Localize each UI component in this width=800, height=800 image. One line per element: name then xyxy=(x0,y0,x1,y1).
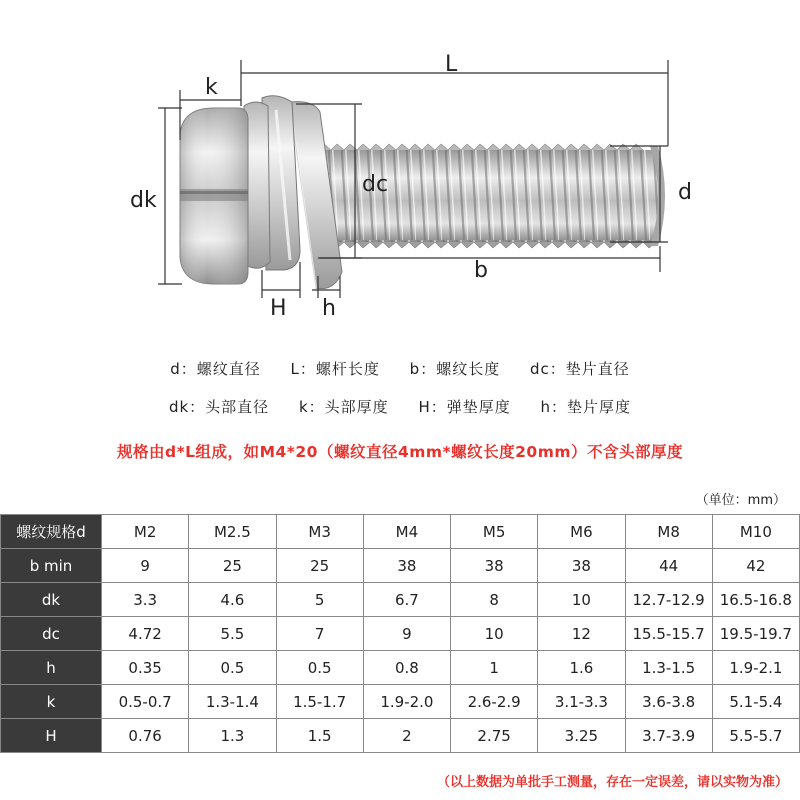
table-cell: 9 xyxy=(102,549,189,583)
legend-item-dc: dc：垫片直径 xyxy=(529,360,630,378)
table-row xyxy=(1,719,800,753)
table-cell: 1 xyxy=(451,651,538,685)
table-cell: 10 xyxy=(451,617,538,651)
table-cell: 8 xyxy=(451,583,538,617)
table-column-header: M2 xyxy=(102,515,189,549)
table-row-label: b min xyxy=(1,549,102,583)
table-cell: 3.3 xyxy=(102,583,189,617)
table-row-label: k xyxy=(1,685,102,719)
table-column-header: M2.5 xyxy=(189,515,276,549)
table-cell: 0.35 xyxy=(102,651,189,685)
table-cell: 0.8 xyxy=(363,651,450,685)
table-cell: 3.6-3.8 xyxy=(625,685,712,719)
screw-diagram xyxy=(0,0,800,340)
table-cell: 12.7-12.9 xyxy=(625,583,712,617)
table-row-label: dc xyxy=(1,617,102,651)
table-row-label: h xyxy=(1,651,102,685)
table-column-header: M6 xyxy=(538,515,625,549)
table-cell: 4.6 xyxy=(189,583,276,617)
table-cell: 2 xyxy=(363,719,450,753)
table-cell: 12 xyxy=(538,617,625,651)
label-L: L xyxy=(445,52,458,77)
legend-item-k: k：头部厚度 xyxy=(298,398,389,416)
table-row-label: dk xyxy=(1,583,102,617)
label-k: k xyxy=(205,75,218,100)
table-column-header: M8 xyxy=(625,515,712,549)
label-h: h xyxy=(322,296,336,321)
table-cell: 1.9-2.0 xyxy=(363,685,450,719)
legend-item-L: L：螺杆长度 xyxy=(290,360,380,378)
label-dk: dk xyxy=(130,188,157,213)
table-cell: 3.7-3.9 xyxy=(625,719,712,753)
table-header-row xyxy=(1,515,800,549)
table-cell: 0.5 xyxy=(189,651,276,685)
table-column-header: M3 xyxy=(276,515,363,549)
table-cell: 2.6-2.9 xyxy=(451,685,538,719)
table-cell: 5.1-5.4 xyxy=(712,685,799,719)
table-row-label: H xyxy=(1,719,102,753)
table-cell: 1.9-2.1 xyxy=(712,651,799,685)
table-cell: 1.3 xyxy=(189,719,276,753)
table-column-header: M10 xyxy=(712,515,799,549)
table-cell: 44 xyxy=(625,549,712,583)
table-row-label: 螺纹规格d xyxy=(1,515,102,549)
legend-row-1 xyxy=(0,358,800,379)
table-row xyxy=(1,651,800,685)
table-cell: 9 xyxy=(363,617,450,651)
spec-table xyxy=(0,514,800,753)
legend-item-dk: dk：头部直径 xyxy=(168,398,270,416)
table-cell: 25 xyxy=(276,549,363,583)
table-row xyxy=(1,583,800,617)
table-cell: 42 xyxy=(712,549,799,583)
legend-item-h: h：垫片厚度 xyxy=(540,398,632,416)
table-cell: 0.5-0.7 xyxy=(102,685,189,719)
table-cell: 5.5 xyxy=(189,617,276,651)
unit-label: （单位：mm） xyxy=(695,493,786,508)
legend-row-2 xyxy=(0,396,800,417)
table-cell: 38 xyxy=(363,549,450,583)
table-cell: 4.72 xyxy=(102,617,189,651)
table-cell: 0.76 xyxy=(102,719,189,753)
table-cell: 38 xyxy=(538,549,625,583)
table-cell: 1.3-1.4 xyxy=(189,685,276,719)
table-row xyxy=(1,685,800,719)
spec-note: 规格由d*L组成，如M4*20（螺纹直径4mm*螺纹长度20mm）不含头部厚度 xyxy=(116,443,684,461)
legend-item-H: H：弹垫厚度 xyxy=(418,398,511,416)
table-row xyxy=(1,617,800,651)
table-cell: 5.5-5.7 xyxy=(712,719,799,753)
table-cell: 5 xyxy=(276,583,363,617)
table-cell: 6.7 xyxy=(363,583,450,617)
table-cell: 1.5-1.7 xyxy=(276,685,363,719)
table-cell: 1.5 xyxy=(276,719,363,753)
table-row xyxy=(1,549,800,583)
table-cell: 19.5-19.7 xyxy=(712,617,799,651)
table-cell: 2.75 xyxy=(451,719,538,753)
table-cell: 10 xyxy=(538,583,625,617)
screw-illustration xyxy=(0,0,800,340)
label-dc: dc xyxy=(362,172,389,197)
disclaimer-text: （以上数据为单批手工测量，存在一定误差，请以实物为准） xyxy=(436,775,788,790)
table-cell: 1.3-1.5 xyxy=(625,651,712,685)
table-column-header: M4 xyxy=(363,515,450,549)
label-b: b xyxy=(474,258,488,283)
table-cell: 3.25 xyxy=(538,719,625,753)
table-column-header: M5 xyxy=(451,515,538,549)
label-d: d xyxy=(678,180,692,205)
table-cell: 16.5-16.8 xyxy=(712,583,799,617)
screw-head xyxy=(180,108,248,284)
legend-item-d: d：螺纹直径 xyxy=(170,360,261,378)
disclaimer xyxy=(0,771,800,790)
label-H: H xyxy=(270,296,287,321)
table-cell: 0.5 xyxy=(276,651,363,685)
table-cell: 25 xyxy=(189,549,276,583)
table-cell: 15.5-15.7 xyxy=(625,617,712,651)
legend-item-b: b：螺纹长度 xyxy=(409,360,501,378)
table-cell: 1.6 xyxy=(538,651,625,685)
table-cell: 3.1-3.3 xyxy=(538,685,625,719)
table-cell: 7 xyxy=(276,617,363,651)
table-cell: 38 xyxy=(451,549,538,583)
